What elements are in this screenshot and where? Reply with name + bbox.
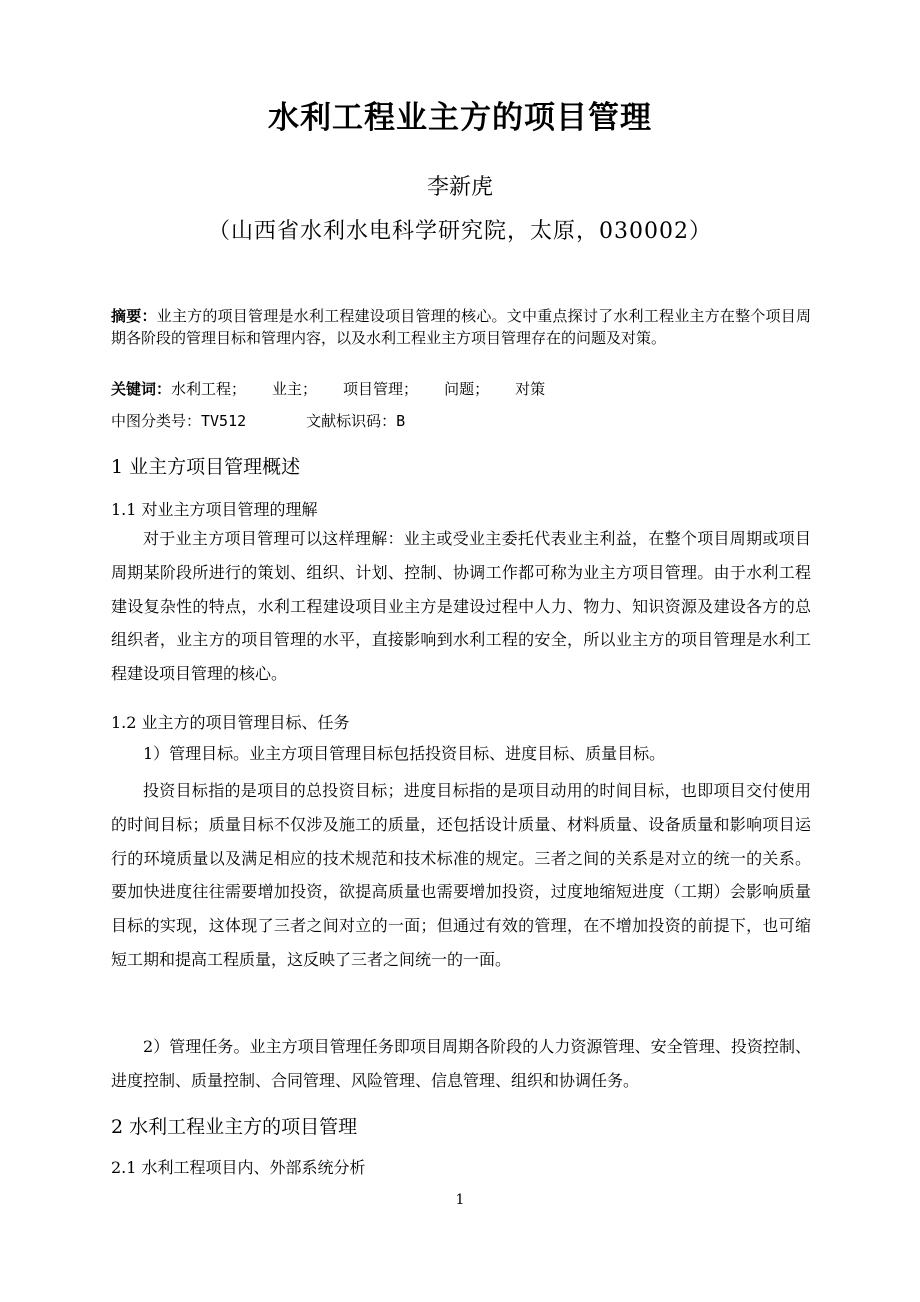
author-affiliation: （山西省水利水电科学研究院，太原，030002） — [208, 219, 712, 244]
section-1-heading: 1 业主方项目管理概述 — [111, 456, 301, 478]
keywords-label: 关键词： — [111, 380, 172, 398]
keyword-item: 业主； — [272, 380, 318, 398]
section-1-2-paragraph-2: 投资目标指的是项目的总投资目标；进度目标指的是项目动用的时间目标，也即项目交付使用的时间目标；质量目标不仅涉及施工的质量，还包括设计质量、材料质量、设备质量和影响项目运行的环境质量以及满足相应的技术规范和技术标准的规定。三者之间的关系是对立的统一的关系。要加快进度往往需要增加投资，欲提高质量也需要增加投资，过度地缩短进度（工期）会影响质量目标的实现，这体现了三者之间对立的一面；但通过有效的管理，在不增加投资的前提下，也可缩短工期和提高工程质量，这反映了三者之间统一的一面。 — [111, 781, 811, 969]
section-1-1-paragraph: 对于业主方项目管理可以这样理解：业主或受业主委托代表业主利益，在整个项目周期或项目周期某阶段所进行的策划、组织、计划、控制、协调工作都可称为业主方项目管理。由于水利工程建设复杂性的特点，水利工程建设项目业主方是建设过程中人力、物力、知识资源及建设各方的总组织者，业主方的项目管理的水平，直接影响到水利工程的安全，所以业主方的项目管理是水利工程建设项目管理的核心。 — [111, 529, 811, 684]
abstract — [111, 305, 811, 349]
abstract-label: 摘要： — [111, 307, 157, 325]
keyword-item: 项目管理； — [343, 380, 419, 398]
section-1-2-paragraph-1: 1）管理目标。业主方项目管理目标包括投资目标、进度目标、质量目标。 — [143, 744, 666, 763]
section-1-2-heading: 1.2 业主方的项目管理目标、任务 — [111, 713, 350, 732]
document-code: 文献标识码：B — [306, 412, 406, 430]
section-2-heading: 2 水利工程业主方的项目管理 — [111, 1116, 358, 1138]
keyword-item: 对策 — [515, 380, 546, 398]
section-1-2-paragraph-3: 2）管理任务。业主方项目管理任务即项目周期各阶段的人力资源管理、安全管理、投资控制、进度控制、质量控制、合同管理、风险管理、信息管理、组织和协调任务。 — [111, 1037, 811, 1090]
author-name: 李新虎 — [426, 175, 493, 200]
page-number: 1 — [455, 1192, 465, 1208]
keywords — [111, 378, 811, 400]
section-1-1-heading: 1.1 对业主方项目管理的理解 — [111, 500, 318, 519]
paper-title: 水利工程业主方的项目管理 — [268, 100, 652, 136]
clc-number: 中图分类号：TV512 — [111, 412, 247, 430]
keyword-item: 水利工程； — [171, 380, 247, 398]
classification-line — [111, 410, 811, 432]
keyword-item: 问题； — [444, 380, 490, 398]
abstract-text: 业主方的项目管理是水利工程建设项目管理的核心。文中重点探讨了水利工程业主方在整个项目周期各阶段的管理目标和管理内容，以及水利工程业主方项目管理存在的问题及对策。 — [111, 307, 811, 347]
section-2-1-heading: 2.1 水利工程项目内、外部系统分析 — [111, 1158, 366, 1177]
